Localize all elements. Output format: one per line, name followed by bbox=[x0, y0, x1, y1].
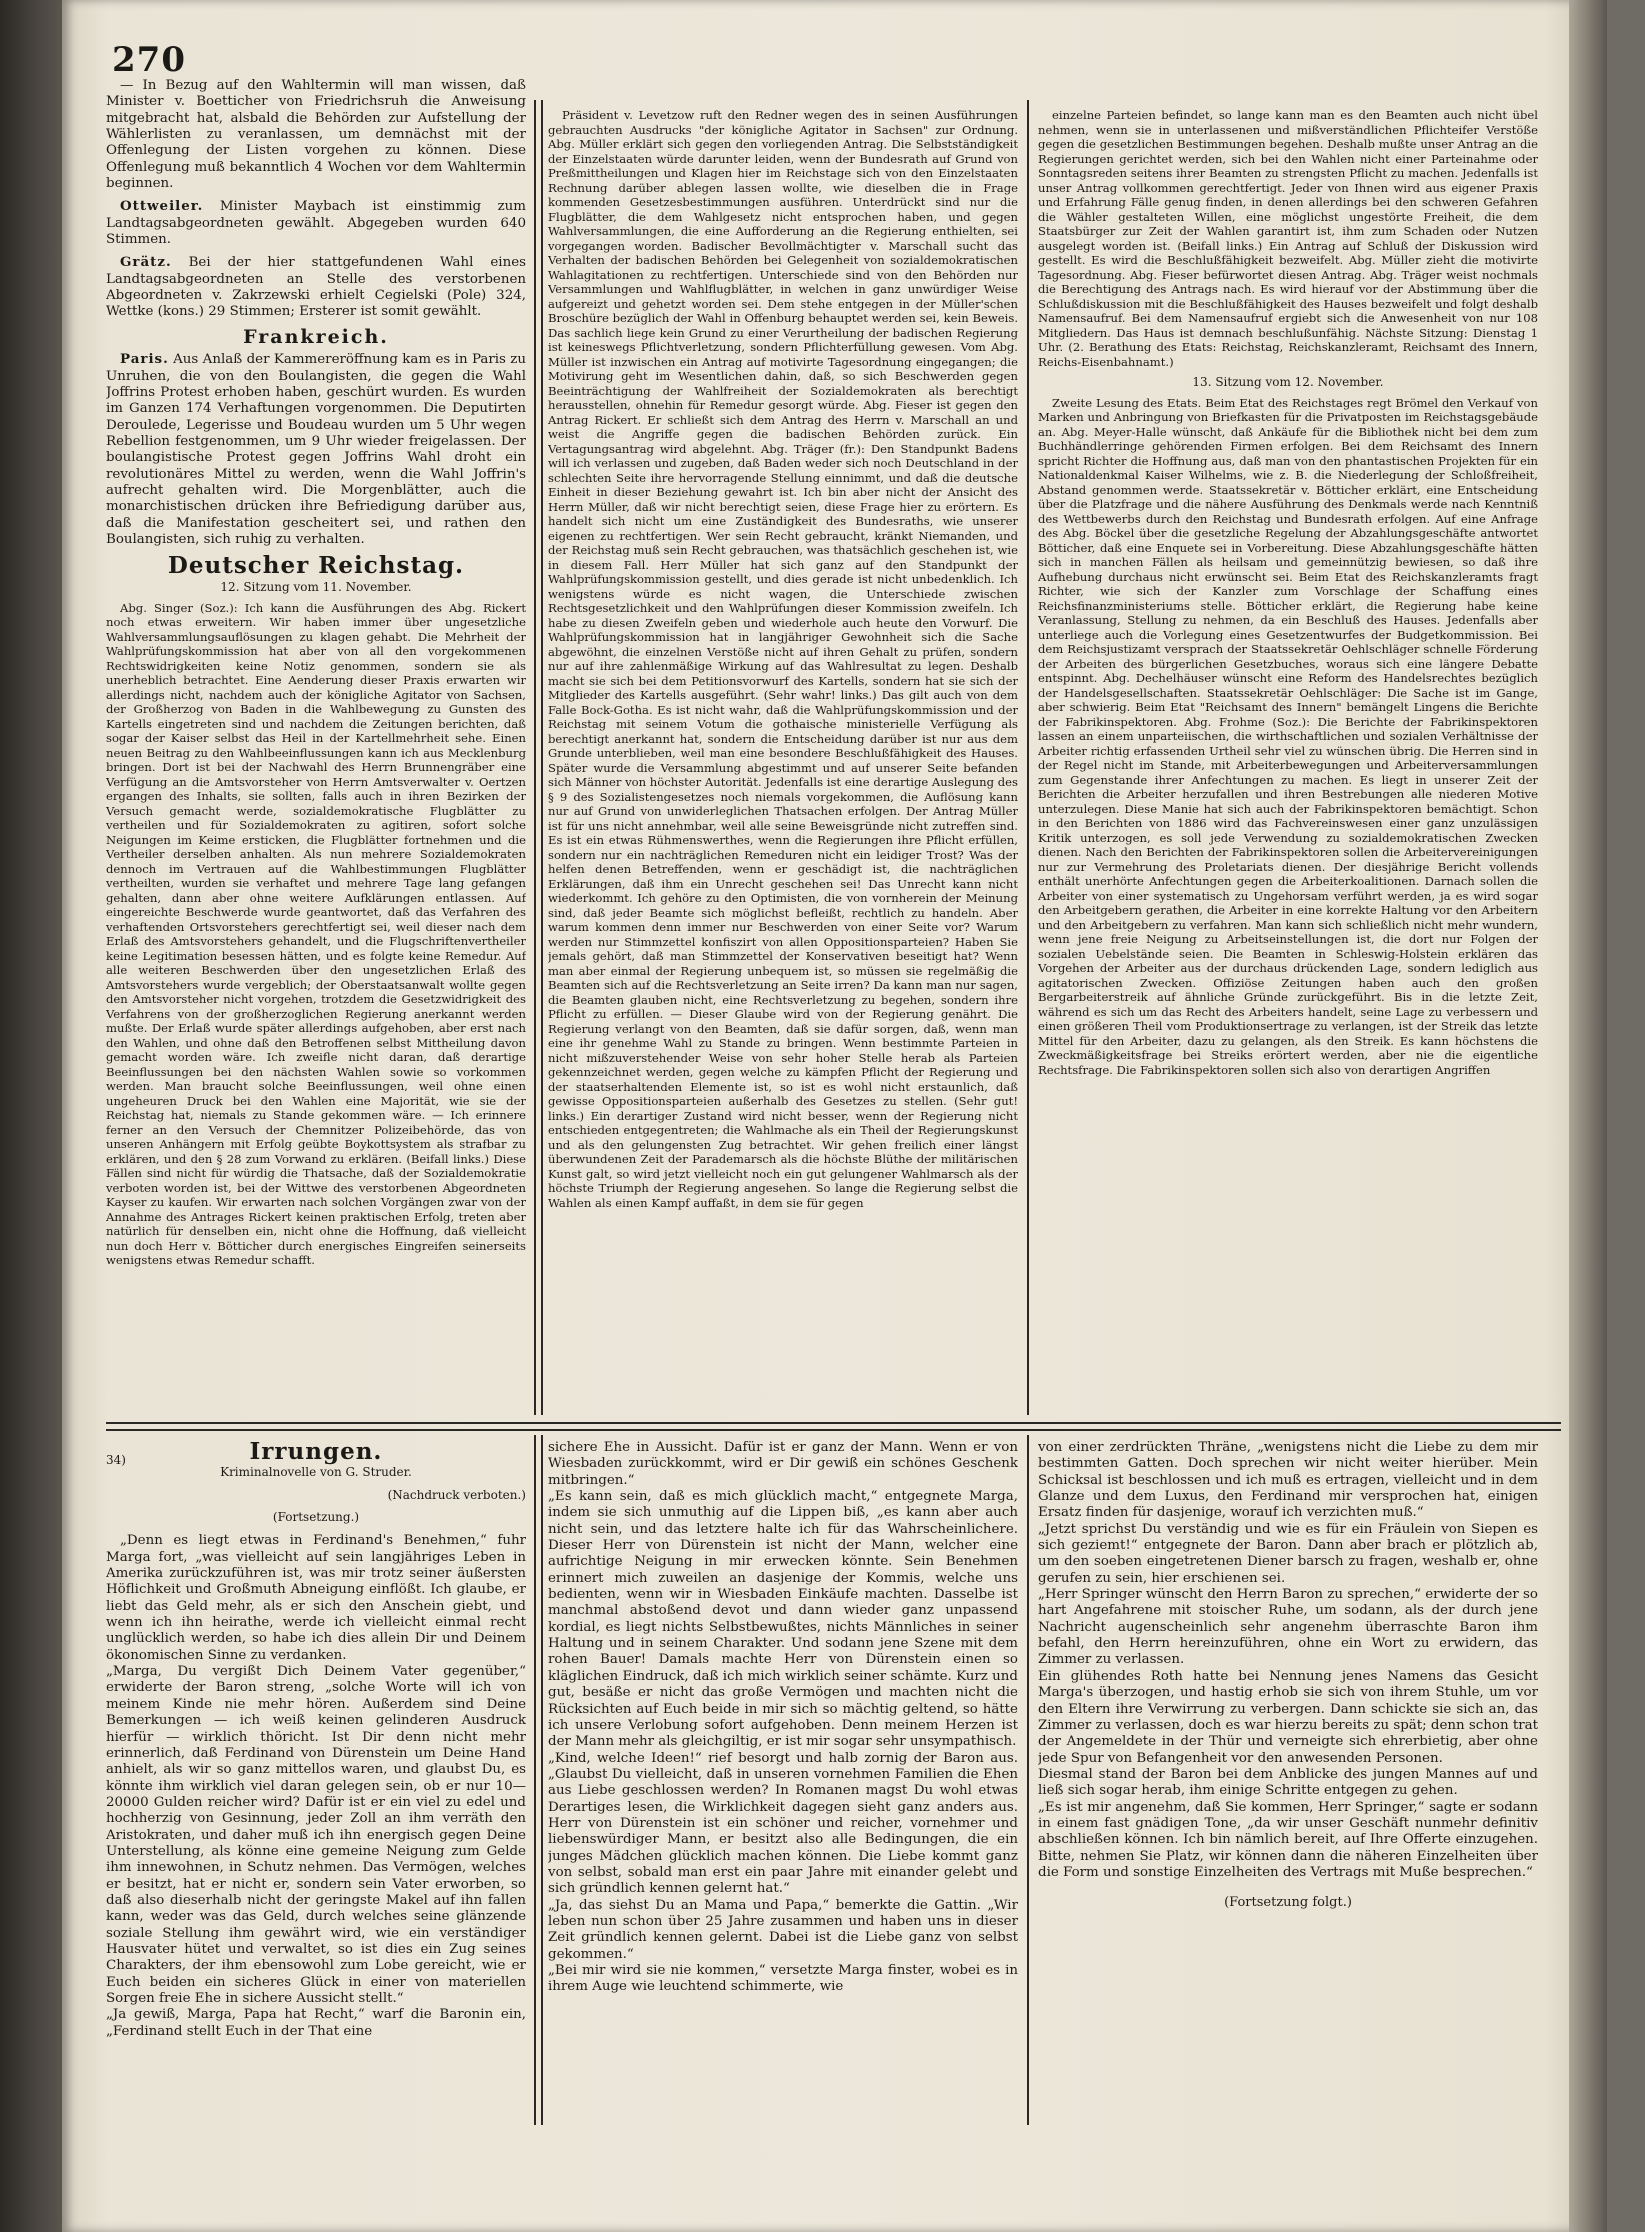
newspaper-page bbox=[62, 0, 1607, 2232]
story-header bbox=[106, 1440, 526, 1467]
column-divider-1 bbox=[534, 100, 543, 1415]
graetz-text: Bei der hier stattgefundenen Wahl eines Landtagsabgeordneten an Stelle des verstorbenen Abgeordneten v. Zakrzewski erhielt Cegielski (Pole) 324, Wettke (kons.) 29 Stimmen; Ersterer ist somit gewählt. bbox=[106, 255, 526, 320]
graetz-paragraph bbox=[106, 254, 526, 320]
continuation-note: (Fortsetzung.) bbox=[272, 1510, 360, 1525]
story-title: Irrungen. bbox=[249, 1440, 383, 1465]
story-column-2 bbox=[548, 1440, 1018, 2130]
story-subtitle: Kriminalnovelle von G. Struder. bbox=[220, 1465, 412, 1480]
paris-paragraph bbox=[106, 351, 526, 548]
story-column-1 bbox=[106, 1440, 526, 2130]
story-divider-2 bbox=[1027, 1435, 1029, 2125]
column-2 bbox=[548, 108, 1018, 1413]
sitzung-13-heading: 13. Sitzung vom 12. November. bbox=[1192, 375, 1384, 389]
column-divider-2 bbox=[1027, 100, 1029, 1415]
reichstag-subheading: 12. Sitzung vom 11. November. bbox=[220, 579, 412, 594]
ottweiler-place: Ottweiler. bbox=[120, 198, 204, 215]
reichstag-heading: Deutscher Reichstag. bbox=[167, 552, 465, 580]
column-1 bbox=[106, 78, 526, 1413]
etat-debate: Zweite Lesung des Etats. Beim Etat des Reichstages regt Brömel den Verkauf von Marken und Anbringung von Briefkasten für die Privatposten im Reichstagsgebäude an. Abg. Meyer-Halle wünscht, daß Ankäufe für die Bibliothek nicht bei dem zum Buchhändlerringe gehörenden Firmen erfolgen. Bei dem Reichsamt des Innern spricht Richter die Hoffnung aus, daß man von den phantastischen Projekten für ein Nationaldenkmal Kaiser Wilhelms, wie z. B. die Niederlegung der Schloßfreiheit, Abstand genommen werde. Staatssekretär v. Bötticher erklärt, eine Entscheidung über die Platzfrage und die nähere Ausführung des Denkmals werde nach Kenntniß des Wettbewerbs durch den Reichstag und Bundesrath erfolgen. Auf eine Anfrage des Abg. Böckel über die gesetzliche Regelung der Abzahlungsgeschäfte antwortet Bötticher, daß eine Enquete sei in Vorbereitung. Diese Abzahlungsgeschäfte hätten sich in manchen Fällen als heilsam und gemeinnützig bewiesen, so daß ihre Aufhebung durchaus nicht erwünscht sei. Beim Etat des Reichskanzleramts fragt Richter, wie sich der Kanzler zum Vorschlage der Schaffung eines Reichsfinanzministeriums stelle. Bötticher erklärt, die Regierung habe keine Veranlassung, Stellung zu nehmen, da ein Beschluß des Hauses. Jedenfalls aber unterliege auch die Vorlegung eines Gesetzentwurfes der Budgetkommission. Bei dem Reichsjustizamt versprach der Staatssekretär Oehlschläger schnelle Förderung der Arbeiten des bürgerlichen Gesetzbuches, woraus sich eine längere Debatte entspinnt. Abg. Dechelhäuser wünscht eine Reform des Handelsrechtes bezüglich der Handelsgesellschaften. Staatssekretär Oehlschläger: Die Sache ist im Gange, aber schwierig. Beim Etat "Reichsamt des Innern" bemängelt Lingens die Berichte der Fabrikinspektoren. Abg. Frohme (Soz.): Die Berichte der Fabrikinspektoren lassen an einem unparteiischen, die wirthschaftlichen und sozialen Verhältnisse der Arbeiter richtig erfassenden Urtheil sehr viel zu wünschen übrig. Die Herren sind in der Regel nicht im Stande, mit Arbeiterbewegungen und Arbeiterversammlungen zum Gegenstande ihrer Anfechtungen zu machen. Es liegt in unserer Zeit der Berichten die Arbeiter herzufallen und ihren Bestrebungen alle niederen Motive unterzulegen. Diese Manie hat sich auch der Fabrikinspektoren bemächtigt. Schon in den Berichten von 1886 wird das Fachvereinswesen einer ganz unzulässigen Kritik unterzogen, es soll jede Verwendung zu sozialdemokratischen Zwecken dienen. Nach den Berichten der Fabrikinspektoren sollen die Arbeitervereinigungen nur zur Vermehrung des Proletariats dienen. Der diesjährige Bericht vollends enthält unerhörte Anfechtungen gegen die Arbeiterkoalitionen. Darnach sollen die Arbeiter von einer systematisch zu Ungehorsam verführt werden, ja es wird sogar den Arbeitgebern gerathen, die Arbeiter in eine korrekte Haltung vor den Arbeitern und den Arbeitgebern zu verfahren. Man kann sich schließlich nicht mehr wundern, wenn jene freie Neigung zu Arbeitseinstellungen ist, die dort nur Folgen der sozialen Uebelstände seien. Die Beamten in Schleswig-Holstein erklären das Vorgehen der Arbeiter aus der durchaus drückenden Lage, sondern lediglich aus agitatorischen Zwecken. Offiziöse Zeitungen haben auch den großen Bergarbeiterstreik auf ähnliche Gründe zurückgeführt. Bis in die letzte Zeit, während es sich um das Recht des Arbeiters handelt, seine Lage zu verbessern und einen größeren Theil vom Produktionsertrage zu verlangen, ist der Streik das letzte Mittel für den Arbeiter, dazu zu gelangen, als den Streik. Es kann höchstens die Zweckmäßigkeitsfrage bei Streiks erörtert werden, aber nie die eigentliche Rechtsfrage. Die Fabrikinspektoren sollen sich also von derartigen Angriffen bbox=[1038, 395, 1538, 1077]
story-divider-1 bbox=[534, 1435, 543, 2125]
story-text-2: sichere Ehe in Aussicht. Dafür ist er ganz der Mann. Wenn er von Wiesbaden zurückkommt, wird er Dir gewiß ein schönes Geschenk mitbringen.“ „Es kann sein, daß es mich glücklich macht,“ entgegnete Marga, indem sie sich unmuthig auf die Lippen biß, „es kann aber auch nicht sein, und das letztere halte ich für das Wahrscheinlichere. Dieser Herr von Dürenstein ist nicht der Mann, welcher eine aufrichtige Neigung in mir erwecken könnte. Sein Benehmen erinnert mich zuweilen an dasjenige der Kommis, welche uns bedienten, wenn wir in Wiesbaden Einkäufe machten. Dasselbe ist manchmal abstoßend devot und dann wieder ganz unpassend kordial, es liegt nichts Selbstbewußtes, nichts Männliches in seiner Haltung und in seinem Charakter. Und sodann jene Szene mit dem rohen Bauer! Damals machte Herr von Dürenstein einen so kläglichen Eindruck, daß ich mich wirklich seiner schämte. Kurz und gut, besäße er nicht das große Vermögen und machten nicht die Rücksichten auf Euch beide in mir sich so mächtig geltend, so hätte ich unsere Verlobung sofort aufgehoben. Denn meinem Herzen ist der Mann mehr als gleichgiltig, er ist mir sogar sehr unsympathisch. „Kind, welche Ideen!“ rief besorgt und halb zornig der Baron aus. „Glaubst Du vielleicht, daß in unseren vornehmen Familien die Ehen aus Liebe geschlossen werden? In Romanen magst Du wohl etwas Derartiges lesen, die Wirklichkeit dagegen sieht ganz anders aus. Herr von Dürenstein ist ein schöner und reicher, vornehmer und liebenswürdiger Mann, er besitzt also alle Bedingungen, die ein junges Mädchen glücklich machen können. Die Liebe kommt ganz von selbst, sobald man erst ein paar Jahre mit einander gelebt und sich gründlich kennen gelernt hat.“ „Ja, das siehst Du an Mama und Papa,“ bemerkte die Gattin. „Wir leben nun schon über 25 Jahre zusammen und haben uns in dieser Zeit gründlich kennen gelernt. Dabei ist die Liebe ganz von selbst gekommen.“ „Bei mir wird sie nie kommen,“ versetzte Marga finster, wobei es in ihrem Auge wie leuchtend schimmerte, wie bbox=[548, 1440, 1018, 1995]
singer-speech: Abg. Singer (Soz.): Ich kann die Ausführungen des Abg. Rickert noch etwas erweitern. Wir haben immer über ungesetzliche Wahlversammlungsauflösungen zu klagen gehabt. Die Mehrheit der Wahlprüfungskommission hat aber von all den vorgekommenen Rechtswidrigkeiten keine Notiz genommen, sondern sie als unerheblich betrachtet. Eine Aenderung dieser Praxis erwarten wir allerdings nicht, nachdem auch der königliche Agitator von Sachsen, der Großherzog von Baden in die Wahlbewegung zu Gunsten des Kartells eingetreten sind und nachdem die Zeitungen berichten, daß sogar der Kaiser selbst das Heil in der Kartellmehrheit sehe. Einen neuen Beitrag zu den Wahlbeeinflussungen kann ich aus Mecklenburg bringen. Dort ist bei der Nachwahl des Herrn Brunnengräber eine Verfügung an die Amtsvorsteher von Herrn Amtsverwalter v. Oertzen ergangen des Inhalts, sie sollten, falls auch in ihren Bezirken der Versuch gemacht werde, sozialdemokratische Flugblätter zu vertheilen und für Sozialdemokraten zu agitiren, sofort solche Neigungen im Keime ersticken, die Flugblätter fortnehmen und die Vertheiler derselben anhalten. Als nun mehrere Sozialdemokraten dennoch im Vertrauen auf die Wahlbestimmungen Flugblätter vertheilten, wurden sie verhaftet und mehrere Tage lang gefangen gehalten, dann aber ohne weitere Aufklärungen entlassen. Auf eingereichte Beschwerde wurde geantwortet, daß das Verfahren des verhaftenden Ortsvorstehers gerechtfertigt sei, weil dieser nach dem Erlaß des Amtsvorstehers gehandelt, und die Flugschriftenvertheiler keine Legitimation besessen hätten, und es folgte keine Remedur. Auf alle weiteren Beschwerden über den ungesetzlichen Erlaß des Amtsvorstehers wurde vergeblich; der Oberstaatsanwalt wollte gegen den Amtsvorsteher nicht vorgehen, trotzdem die Gesetzwidrigkeit des Verfahrens von der großherzoglichen Regierung anerkannt werden mußte. Der Erlaß wurde später allerdings aufgehoben, aber erst nach den Wahlen, und ohne daß den Betroffenen selbst Mittheilung davon gemacht worden wäre. Ich zweifle nicht daran, daß derartige Beeinflussungen bei den nächsten Wahlen sowie so vorkommen werden. Man braucht solche Beeinflussungen, weil ohne einen ungeheuren Druck bei den Wahlen eine Majorität, wie sie der Reichstag hat, niemals zu Stande gekommen wäre. — Ich erinnere ferner an den Versuch der Chemnitzer Polizeibehörde, das von unseren Anhängern mit Erfolg geübte Boykottsystem als strafbar zu erklären, und den § 28 zum Vorwand zu erklären. (Beifall links.) Diese Fällen sind nicht für würdig die Thatsache, daß der Sozialdemokratie verboten worden ist, bei der Wittwe des verstorbenen Abgeordneten Kayser zu kaufen. Wir erwarten nach solchen Vorgängen zwar von der Annahme des Antrages Rickert keinen praktischen Erfolg, treten aber natürlich für denselben ein, nicht ohne die Hoffnung, daß vielleicht nun doch Herr v. Bötticher durch energisches Eingreifen seinerseits wenigstens etwas Remedur schafft. bbox=[106, 600, 526, 1268]
page-number: 270 bbox=[112, 40, 186, 80]
reichstag-debate-continued: Präsident v. Levetzow ruft den Redner wegen des in seinen Ausführungen gebrauchten Ausdrucks "der königliche Agitator in Sachsen" zur Ordnung. Abg. Müller erklärt sich gegen den vorliegenden Antrag. Die Selbstständigkeit der Einzelstaaten würde darunter leiden, wenn der Bundesrath auf Grund von Preßmittheilungen und Klagen hier im Reichstage sich von den Einzelstaaten Rechnung darüber ablegen lassen wollte, wie dieselben die in Frage kommenden Gesetzesbestimmungen ausführen. Unterdrückt sind nur die Flugblätter, die dem Wahlgesetz nicht entsprochen haben, und gegen Wahlversammlungen, die eine Aufforderung an die Regierung enthielten, sei vorgegangen worden. Badischer Bevollmächtigter v. Marschall sucht das Verhalten der badischen Behörden bei Gelegenheit von sozialdemokratischen Wahlagitationen zu rechtfertigen. Unterschiede sind von den Behörden nur Versammlungen und Wahlflugblätter, in welchen in ganz unwürdiger Weise aufgereizt und gehetzt worden sei. Dem stehe entgegen in der Müller'schen Broschüre bezüglich der Wahl in Offenburg behauptet werden sei, kein Beweis. Das sachlich liege kein Grund zu einer Verurtheilung der badischen Regierung ist keineswegs Pflichtverletzung, sondern Pflichterfüllung gewesen. Vom Abg. Müller ist inzwischen ein Antrag auf motivirte Tagesordnung eingegangen; die Motivirung geht im Wesentlichen dahin, daß, so sich Beschwerden gegen Beeinträchtigung der Wahlfreiheit der Sozialdemokraten als berechtigt herausstellen, ohnehin für Remedur gesorgt würde. Abg. Fieser ist gegen den Antrag Rickert. Er schließt sich dem Antrag des Herrn v. Marschall an und weist die Angriffe gegen die badischen Behörden zurück. Ein Vertagungsantrag wird abgelehnt. Abg. Träger (fr.): Den Standpunkt Badens will ich verlassen und zugeben, daß Baden weder sich noch Deutschland in der schlechten Seite ihre hervorragende Stellung einnimmt, und daß die deutsche Einheit in dieser Beziehung gewahrt ist. Ich bin aber nicht der Ansicht des Herrn Müller, daß wir nicht berechtigt seien, diese Frage hier zu erörtern. Es handelt sich nicht um eine Zuständigkeit des Bundesraths, wie unserer eigenen zu rechtfertigen. Wer sein Recht gebraucht, kränkt Niemanden, und der Reichstag muß sein Recht gebrauchen, was thatsächlich geschehen ist, wie in diesem Fall. Herr Müller hat sich ganz auf den Standpunkt der Wahlprüfungskommission gestellt, und dies gerade ist nicht unbedenklich. Ich wenigstens würde es nicht wagen, die Unterschiede zwischen Rechtsgesetzlichkeit und den Wahlprüfungen dieser Kommission zweifeln. Ich habe zu diesen Zweifeln geben und wiederhole auch heute den Vorwurf. Die Wahlprüfungskommission hat in langjähriger Gewohnheit sich die Sache abgewöhnt, die einzelnen Verstöße nicht auf ihren Gehalt zu prüfen, sondern nur auf ihre zahlenmäßige Wirkung auf das Wahlresultat zu legen. Deshalb macht sie sich bei dem Petitionsvorwurf des Kartells, sondern hat sie sich der Mitglieder des Kartells ausgeführt. (Sehr wahr! links.) Das gilt auch von dem Falle Bock-Gotha. Es ist nicht wahr, daß die Wahlprüfungskommission und der Reichstag mit seinem Votum die gothaische ministerielle Verfügung als berechtigt anerkannt hat, sondern die Entscheidung darüber ist nur aus dem Grunde unterblieben, weil man eine besondere Beschlußfähigkeit des Hauses. Später wurde die Versammlung abgestimmt und auf unserer Seite befanden sich Männer von höchster Autorität. Jedenfalls ist eine derartige Auslegung des § 9 des Sozialistengesetzes noch niemals vorgekommen, die Auflösung kann nur auf Grund von unwiderleglichen Thatsachen erfolgen. Der Antrag Müller ist für uns nicht annehmbar, weil alle seine Beweisgründe nicht zutreffen sind. Es ist ein etwas Rühmenswerthes, wenn die Regierungen ihre Pflicht erfüllen, sondern nur ein nachträglichen Remeduren nicht ein leidiger Trost? Was der helfen denen Betreffenden, wenn er geschädigt ist, die nachträglichen Erklärungen, daß ihm ein Unrecht geschehen sei! Das Unrecht kann nicht wiederkommt. Ich gehöre zu den Optimisten, die von vornherein der Meinung sind, daß jeder Beamte sich möglichst befleißt, rechtlich zu handeln. Aber warum kommen denn immer nur Beschwerden von einer Seite vor? Warum werden nur Stimmzettel konfiszirt von allen Oppositionsparteien? Haben Sie jemals gehört, daß man Stimmzettel der Konservativen beseitigt hat? Wenn man aber einmal der Regierung unbequem ist, so müssen sie regelmäßig die Beamten sich auf die Rechtsverletzung an Seite irren? Da kann man nur sagen, die Beamten glauben nicht, eine Rechtsverletzung zu begehen, sondern ihre Pflicht zu erfüllen. — Dieser Glaube wird von der Regierung genährt. Die Regierung verlangt von den Beamten, daß sie dafür sorgen, daß, wenn man eine ihr genehme Wahl zu Stande zu bringen. Wenn bestimmte Parteien in nicht mißzuverstehender Weise von sehr hoher Stelle herab als Parteien gekennzeichnet werden, gegen welche zu kämpfen Pflicht der Regierung und der staatserhaltenden Elemente ist, so ist es wohl nicht erstaunlich, daß gewisse Oppositionsparteien außerhalb des Gesetzes zu stellen. (Sehr gut! links.) Ein derartiger Zustand wird nicht besser, wenn der Regierung nicht entschieden entgegentreten; die Wahlmache als ein Theil der Regierungskunst und als den gelungensten Zug betrachtet. Wir gehen freilich einer längst überwundenen Zeit der Parademarsch als die höchste Blüthe der militärischen Kunst galt, so wird jetzt vielleicht noch ein gut gelungener Wahlmarsch als der höchste Triumph der Regierung angesehen. So lange die Regierung selbst die Wahlen als einen Kampf auffaßt, in dem sie für gegen bbox=[548, 108, 1018, 1210]
paris-text: Aus Anlaß der Kammereröffnung kam es in Paris zu Unruhen, die von den Boulangisten, die gegen die Wahl Joffrins Protest erhoben haben, geschürt wurden. Es wurden im Ganzen 174 Verhaftungen vorgenommen. Die Deputirten Deroulede, Legerisse und Boudeau wurden um 5 Uhr wegen Rebellion festgenommen, um 9 Uhr wieder freigelassen. Der boulangistische Protest gegen Joffrins Wahl droht ein revolutionäres Mittel zu werden, wenn die Wahl Joffrin's aufrecht gehalten wird. Die Morgenblätter, auch die monarchistischen drücken ihre Befriedigung darüber aus, daß die Manifestation gescheitert sei, und rathen den Boulangisten, sich ruhig zu verhalten. bbox=[106, 352, 526, 547]
column-3 bbox=[1038, 108, 1538, 1413]
reprint-note: (Nachdruck verboten.) bbox=[387, 1487, 526, 1502]
story-text-1: „Denn es liegt etwas in Ferdinand's Benehmen,“ fuhr Marga fort, „was vielleicht auf sein langjähriges Leben in Amerika zurückzuführen ist, was mir trotz seiner äußersten Höflichkeit und Großmuth Abneigung einflößt. Ich glaube, er liebt das Geld mehr, als er sich den Anschein giebt, und wenn ich ihn heirathe, werde ich vielleicht einmal recht unglücklich werden, so habe ich dies allein Dir und Deinem ökonomischen Sinne zu verdanken. „Marga, Du vergißt Dich Deinem Vater gegenüber,“ erwiderte der Baron streng, „solche Worte will ich von meinem Kinde nie mehr hören. Außerdem sind Deine Bemerkungen — ich weiß keinen gelinderen Ausdruck hierfür — wirklich thöricht. Ist Dir denn nicht mehr erinnerlich, daß Ferdinand von Dürenstein um Deine Hand anhielt, als wir so ganz mittellos waren, und glaubst Du, es könnte ihm wirklich viel daran gelegen sein, ob er nur 10—20000 Gulden reicher wird? Dafür ist er ein viel zu edel und hochherzig von Gesinnung, jeder Zoll an ihm verräth den Aristokraten, und daher muß ich ihn energisch gegen Deine Unterstellung, als könne eine gemeine Neigung zum Gelde ihm innewohnen, in Schutz nehmen. Das Vermögen, welches er besitzt, hat er nicht er, sondern sein Vater erworben, so daß also dieserhalb nicht der geringste Makel auf ihn fallen kann, weder was das Geld, durch welches seine glänzende soziale Stellung ihm gewährt wird, wie ein verständiger Hausvater hütet und verwaltet, so ist dies ein Zug seines Charakters, der ihm ebensowohl zum Lobe gereicht, wie er Euch beiden ein sicheres Glück in einer von materiellen Sorgen freie Ehe in sichere Aussicht stellt.“ „Ja gewiß, Marga, Papa hat Recht,“ warf die Baronin ein, „Ferdinand stellt Euch in der That eine bbox=[106, 1533, 526, 2039]
debate-conclusion: einzelne Parteien befindet, so lange kann man es den Beamten auch nicht übel nehmen, wenn sie in unterlassenen und mißverständlichen Pflichteifer Verstöße gegen die gesetzlichen Bestimmungen begehen. Deshalb mußte unser Antrag an die Regierungen gerichtet werden, sich bei den Wahlen nicht einer Parteinahme oder Sonntagsreden seitens ihrer Beamten zu strengsten Pflicht zu machen. Jedenfalls ist unser Antrag vollkommen gerechtfertigt. Jeder von Ihnen wird aus eigener Praxis und Erfahrung Fälle genug finden, in denen allerdings bei den schweren Gefahren die Wähler gestalteten Willen, eine möglichst ungestörte Freiheit, die dem Staatsbürger zur Zeit der Wahlen garantirt ist, ihm zum Schaden oder Nutzen ausgelegt worden ist. (Beifall links.) Ein Antrag auf Schluß der Diskussion wird gestellt. Es wird die Beschlußfähigkeit bezweifelt. Abg. Müller zieht die motivirte Tagesordnung. Abg. Fieser befürwortet diesen Antrag. Abg. Träger weist nochmals die Berechtigung des Antrags nach. Es wird hierauf vor der Abstimmung über die Schlußdiskussion mit die Beschlußfähigkeit des Hauses bezweifelt und folgt deshalb Namensaufruf. Bei dem Namensaufruf ergiebt sich die Anwesenheit von nur 108 Mitgliedern. Das Haus ist demnach beschlußunfähig. Nächste Sitzung: Dienstag 1 Uhr. (2. Berathung des Etats: Reichstag, Reichskanzleramt, Reichsamt des Innern, Reichs-Eisenbahnamt.) bbox=[1038, 108, 1538, 369]
reichstag-report bbox=[106, 601, 526, 1268]
ottweiler-text: Minister Maybach ist einstimmig zum Landtagsabgeordneten gewählt. Abgegeben wurden 640 Stimmen. bbox=[106, 199, 526, 248]
frankreich-heading: Frankreich. bbox=[243, 325, 389, 348]
graetz-place: Grätz. bbox=[120, 254, 172, 271]
ottweiler-paragraph bbox=[106, 198, 526, 248]
text-area bbox=[106, 40, 1591, 2140]
story-number: 34) bbox=[106, 1453, 126, 1467]
story-text-3: von einer zerdrückten Thräne, „wenigstens nicht die Liebe zu dem mir bestimmten Gatten. Doch sprechen wir nicht weiter hierüber. Mein Schicksal ist beschlossen und ich muß es ertragen, vielleicht und in dem Glanze und dem Luxus, den Ferdinand mir versprochen hat, einigen Ersatz finden für dasjenige, worauf ich verzichten muß.“ „Jetzt sprichst Du verständig und wie es für ein Fräulein von Siepen es sich geziemt!“ entgegnete der Baron. Dann aber brach er plötzlich ab, um den soeben eingetretenen Diener barsch zu fragen, weshalb er, ohne gerufen zu sein, hier erschienen sei. „Herr Springer wünscht den Herrn Baron zu sprechen,“ erwiderte der so hart Angefahrene mit stoischer Ruhe, um sodann, als der durch jene Nachricht augenscheinlich sehr angenehm überraschte Baron ihm befahl, den Herrn hereinzuführen, ohne ein Wort zu erwidern, das Zimmer zu verlassen. Ein glühendes Roth hatte bei Nennung jenes Namens das Gesicht Marga's überzogen, und hastig erhob sie sich von ihrem Stuhle, um vor den Eltern ihre Verwirrung zu verbergen. Dann schickte sie sich an, das Zimmer zu verlassen, doch es war hierzu bereits zu spät; denn schon trat der Angemeldete in der Thür und verneigte sich ehrerbietig, aber ohne jede Spur von Befangenheit vor den anwesenden Personen. Diesmal stand der Baron bei dem Anblicke des jungen Mannes auf und ließ sich sogar herab, ihm einige Schritte entgegen zu gehen. „Es ist mir angenehm, daß Sie kommen, Herr Springer,“ sagte er sodann in einem fast gnädigen Tone, „da wir unser Geschäft nunmehr definitiv abschließen können. Ich bin nämlich bereit, auf Ihre Offerte einzugehen. Bitte, nehmen Sie Platz, wir können dann die näheren Einzelheiten über die Form und sonstige Einzelheiten des Vertrags mit Muße besprechen.“ bbox=[1038, 1440, 1538, 1880]
story-column-3 bbox=[1038, 1440, 1538, 2130]
wahltermin-paragraph: — In Bezug auf den Wahltermin will man wissen, daß Minister v. Boetticher von Friedrichsruh die Anweisung mitgebracht hat, alsbald die Behörden zur Aufstellung der Wählerlisten zu veranlassen, um demnächst mit der Offenlegung der Listen vorgehen zu können. Diese Offenlegung muß bekanntlich 4 Wochen vor dem Wahltermin beginnen. bbox=[106, 78, 526, 192]
paris-place: Paris. bbox=[120, 351, 169, 368]
feuilleton-rule bbox=[106, 1422, 1561, 1431]
book-binding bbox=[0, 0, 62, 2232]
fortsetzung-folgt: (Fortsetzung folgt.) bbox=[1224, 1895, 1352, 1911]
